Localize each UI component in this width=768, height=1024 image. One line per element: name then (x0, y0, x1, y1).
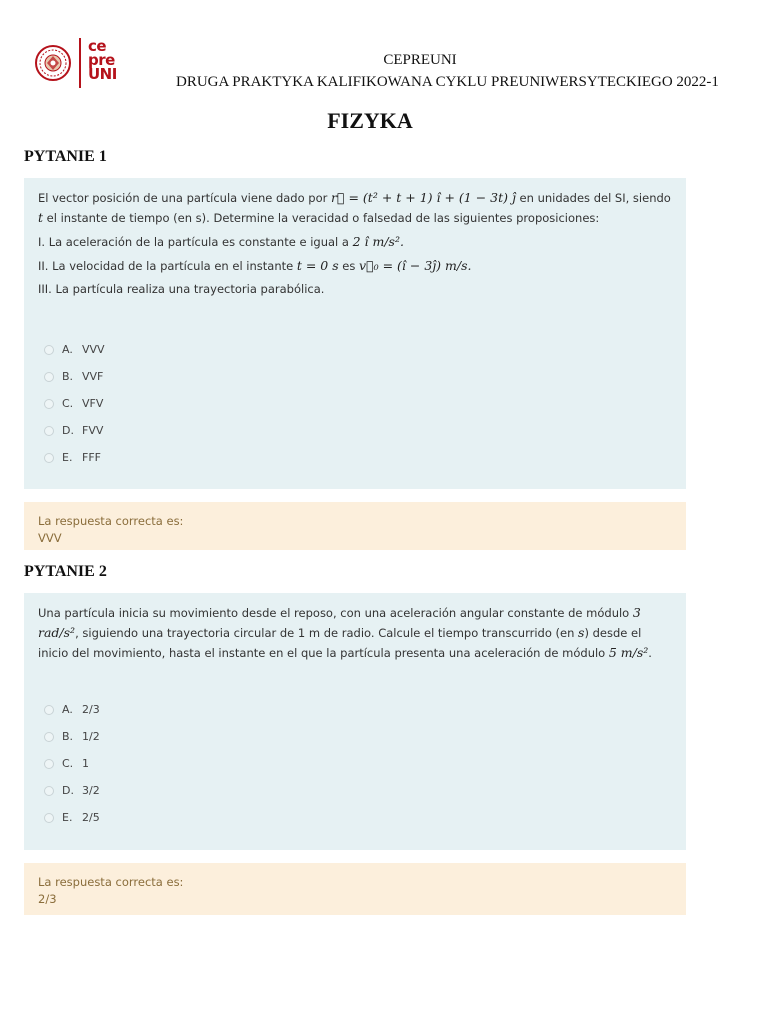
q2-option-d[interactable] (44, 784, 100, 800)
question-2-box (24, 593, 686, 850)
option-letter: D. (62, 784, 74, 797)
option-text: 1/2 (82, 730, 100, 743)
radio-icon[interactable] (44, 345, 54, 355)
option-text: FFF (82, 451, 101, 464)
answer-value: VVV (38, 531, 62, 545)
q1-statement-1-math: 2 î m/s². (352, 234, 404, 249)
option-letter: B. (62, 730, 74, 743)
q2-option-b[interactable] (44, 730, 100, 746)
q1-option-c[interactable] (44, 397, 103, 413)
question-2-answer-box (24, 863, 686, 915)
question-1-box (24, 178, 686, 489)
institution-title: CEPREUNI (383, 52, 457, 68)
q1-option-b[interactable] (44, 370, 103, 386)
radio-icon[interactable] (44, 786, 54, 796)
option-text: 1 (82, 757, 89, 770)
q2-text-a: Una partícula inicia su movimiento desde el reposo, con una aceleración angular constante de módulo (38, 606, 633, 620)
q2-unit-s: s (578, 625, 585, 640)
q1-statement-2-b: es (338, 259, 360, 273)
logo-text-pre: pre (88, 51, 115, 69)
q1-statement-2-velocity: v⃗₀ = (î − 3ĵ) m/s. (359, 258, 472, 273)
q1-option-e[interactable] (44, 451, 101, 467)
option-letter: A. (62, 703, 73, 716)
subject-title: FIZYKA (327, 108, 413, 133)
q1-text-c: el instante de tiempo (en s). Determine la veracidad o falsedad de las siguientes proposiciones: (43, 211, 600, 225)
option-text: FVV (82, 424, 104, 437)
answer-value: 2/3 (38, 892, 57, 906)
q2-option-e[interactable] (44, 811, 100, 827)
option-letter: E. (62, 811, 73, 824)
radio-icon[interactable] (44, 426, 54, 436)
q1-position-vector: r⃗ = (t² + t + 1) î + (1 − 3t) ĵ (331, 190, 516, 205)
answer-label: La respuesta correcta es: (38, 514, 184, 528)
option-letter: C. (62, 757, 74, 770)
option-text: VVV (82, 343, 105, 356)
option-text: VFV (82, 397, 104, 410)
option-text: 3/2 (82, 784, 100, 797)
q1-statement-2-time: t = 0 s (296, 258, 339, 273)
option-letter: C. (62, 397, 74, 410)
question-1-text (38, 188, 672, 303)
option-text: 2/3 (82, 703, 100, 716)
question-2-title: PYTANIE 2 (24, 563, 107, 580)
q1-statement-2: II. La velocidad de la partícula en el instante (38, 259, 297, 273)
q2-acceleration: 5 m/s² (608, 645, 649, 660)
option-letter: A. (62, 343, 73, 356)
q2-text-b: , siguiendo una trayectoria circular de 1 m de radio. Calcule el tiempo transcurrido (en (75, 626, 579, 640)
q2-option-a[interactable] (44, 703, 100, 719)
page-header (0, 0, 768, 140)
option-letter: B. (62, 370, 74, 383)
exam-title: DRUGA PRAKTYKA KALIFIKOWANA CYKLU PREUNIWERSYTECKIEGO 2022-1 (176, 74, 719, 90)
q2-option-c[interactable] (44, 757, 89, 773)
logo-text-uni: UNI (88, 65, 117, 83)
option-letter: D. (62, 424, 74, 437)
q1-text-a: El vector posición de una partícula viene dado por (38, 191, 332, 205)
question-1-answer-box (24, 502, 686, 550)
q2-text-d: . (648, 646, 652, 660)
answer-label: La respuesta correcta es: (38, 875, 184, 889)
radio-icon[interactable] (44, 453, 54, 463)
logo-text-ce: ce (88, 37, 107, 55)
question-1-title: PYTANIE 1 (24, 148, 107, 165)
q1-var-t: t (38, 210, 44, 225)
q1-statement-3: III. La partícula realiza una trayectoria parabólica. (38, 282, 325, 296)
q1-statement-1: I. La aceleración de la partícula es constante e igual a (38, 235, 353, 249)
q2-angular-acceleration: 3 rad/s² (38, 605, 641, 640)
radio-icon[interactable] (44, 372, 54, 382)
radio-icon[interactable] (44, 813, 54, 823)
option-text: 2/5 (82, 811, 100, 824)
option-text: VVF (82, 370, 104, 383)
q1-option-d[interactable] (44, 424, 103, 440)
radio-icon[interactable] (44, 399, 54, 409)
q1-option-a[interactable] (44, 343, 105, 359)
option-letter: E. (62, 451, 73, 464)
radio-icon[interactable] (44, 705, 54, 715)
question-2-text (38, 603, 672, 667)
q1-text-b: en unidades del SI, siendo (515, 191, 671, 205)
radio-icon[interactable] (44, 732, 54, 742)
q2-text-c: ) desde el inicio del movimiento, hasta el instante en el que la partícula presenta una aceleración de módulo (38, 626, 642, 660)
radio-icon[interactable] (44, 759, 54, 769)
